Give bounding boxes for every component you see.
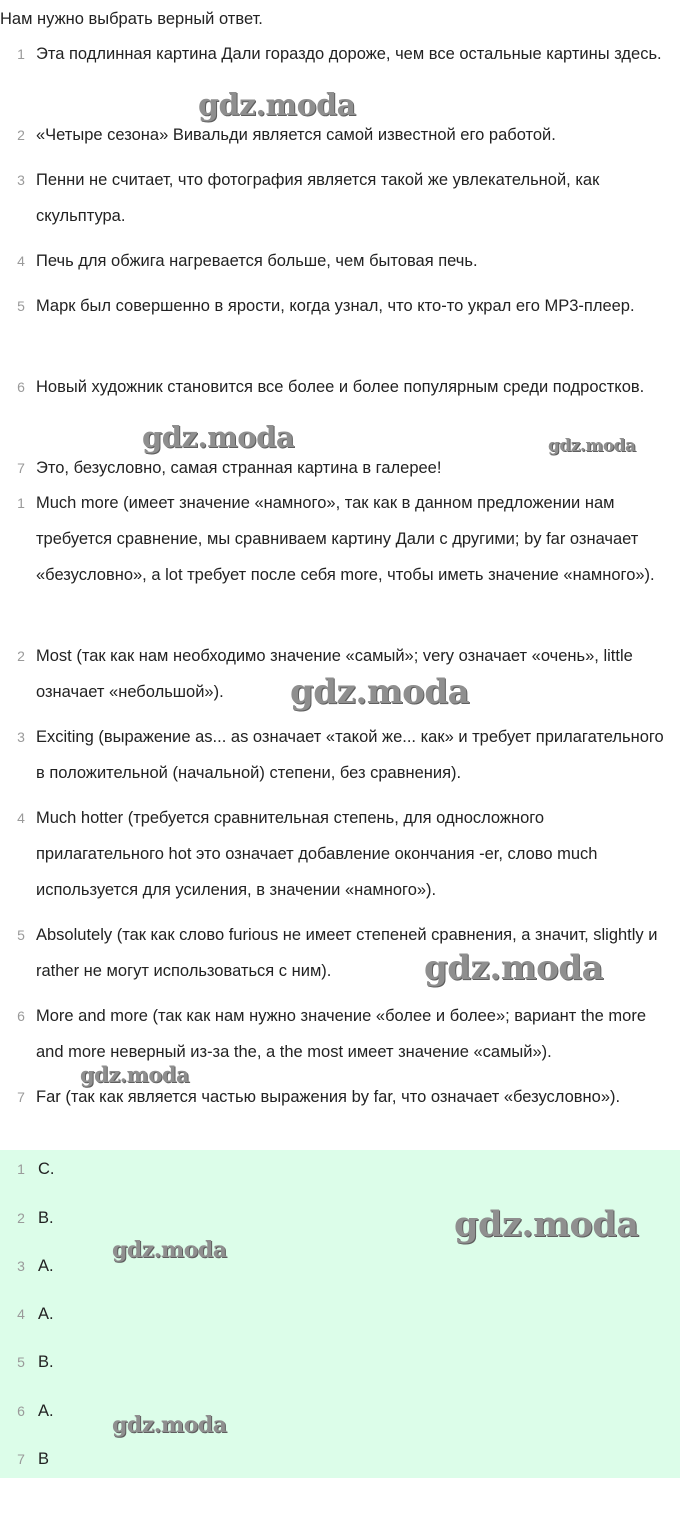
item-number: 2 xyxy=(17,127,25,143)
item-text: Эта подлинная картина Дали гораздо дороже, чем все остальные картины здесь. xyxy=(36,45,662,63)
watermark: gdz.moda xyxy=(424,948,604,988)
answer-item xyxy=(0,1344,680,1380)
answer-text: B. xyxy=(38,1353,54,1371)
item-text: Much hotter (требуется сравнительная степень, для односложного прилагательного hot это означает добавление окончания -er, слово much используется для усиления, в значении «намного»). xyxy=(36,809,598,899)
item-number: 2 xyxy=(17,648,25,664)
watermark: gdz.moda xyxy=(290,672,470,712)
item-number: 4 xyxy=(17,253,25,269)
item-number: 1 xyxy=(17,495,25,511)
item-number: 6 xyxy=(17,1008,25,1024)
answer-text: A. xyxy=(38,1305,54,1323)
answer-item xyxy=(0,1296,680,1332)
watermark: gdz.moda xyxy=(548,436,636,456)
answer-text: B xyxy=(38,1450,50,1468)
watermark: gdz.moda xyxy=(198,88,356,123)
item-number: 4 xyxy=(17,810,25,826)
watermark: gdz.moda xyxy=(112,1412,227,1438)
answer-text: A. xyxy=(38,1402,54,1420)
watermark: gdz.moda xyxy=(80,1062,190,1087)
item-text: Это, безусловно, самая странная картина в галерее! xyxy=(36,459,442,477)
answer-number: 1 xyxy=(17,1161,25,1177)
item-text: More and more (так как нам нужно значение «более и более»; вариант the more and more неверный из-за the, a the most имеет значение «самый»). xyxy=(36,1007,646,1061)
item-number: 3 xyxy=(17,729,25,745)
answer-number: 3 xyxy=(17,1258,25,1274)
item-text: Марк был совершенно в ярости, когда узнал, что кто-то украл его MP3-плеер. xyxy=(36,297,635,315)
item-text: Пенни не считает, что фотография является такой же увлекательной, как скульптура. xyxy=(36,171,600,225)
watermark: gdz.moda xyxy=(454,1204,639,1245)
item-number: 3 xyxy=(17,172,25,188)
answer-text: B. xyxy=(38,1209,54,1227)
answer-text: A. xyxy=(38,1257,54,1275)
item-number: 1 xyxy=(17,46,25,62)
item-number: 7 xyxy=(17,1089,25,1105)
answer-item xyxy=(0,1248,680,1284)
item-number: 5 xyxy=(17,298,25,314)
item-text: Absolutely (так как слово furious не имеет степеней сравнения, а значит, slightly и rather не могут использоваться с ним). xyxy=(36,926,658,980)
answer-number: 5 xyxy=(17,1354,25,1370)
item-text: «Четыре сезона» Вивальди является самой известной его работой. xyxy=(36,126,556,144)
task-intro: Нам нужно выбрать верный ответ. xyxy=(0,10,263,28)
watermark: gdz.moda xyxy=(142,420,295,454)
item-number: 7 xyxy=(17,460,25,476)
answer-item xyxy=(0,1441,680,1477)
item-text: Much more (имеет значение «намного», так как в данном предложении нам требуется сравнение, мы сравниваем картину Дали с другими; by far означает «безусловно», a lot требует после себя more, чтобы иметь значение «намного»). xyxy=(36,494,655,584)
answer-number: 6 xyxy=(17,1403,25,1419)
answers-panel xyxy=(0,1150,680,1478)
item-text: Печь для обжига нагревается больше, чем бытовая печь. xyxy=(36,252,478,270)
answer-text: C. xyxy=(38,1160,55,1178)
item-number: 6 xyxy=(17,379,25,395)
answer-number: 2 xyxy=(17,1210,25,1226)
answer-item xyxy=(0,1393,680,1429)
answer-item xyxy=(0,1151,680,1187)
answer-number: 4 xyxy=(17,1306,25,1322)
watermark: gdz.moda xyxy=(112,1237,227,1263)
item-text: Most (так как нам необходимо значение «самый»; very означает «очень», little означает «небольшой»). xyxy=(36,647,633,701)
item-text: Новый художник становится все более и более популярным среди подростков. xyxy=(36,378,645,396)
item-text: Exciting (выражение as... as означает «такой же... как» и требует прилагательного в положительной (начальной) степени, без сравнения). xyxy=(36,728,664,782)
item-number: 5 xyxy=(17,927,25,943)
answer-item xyxy=(0,1200,680,1236)
item-text: Far (так как является частью выражения by far, что означает «безусловно»). xyxy=(36,1088,621,1106)
answer-number: 7 xyxy=(17,1451,25,1467)
